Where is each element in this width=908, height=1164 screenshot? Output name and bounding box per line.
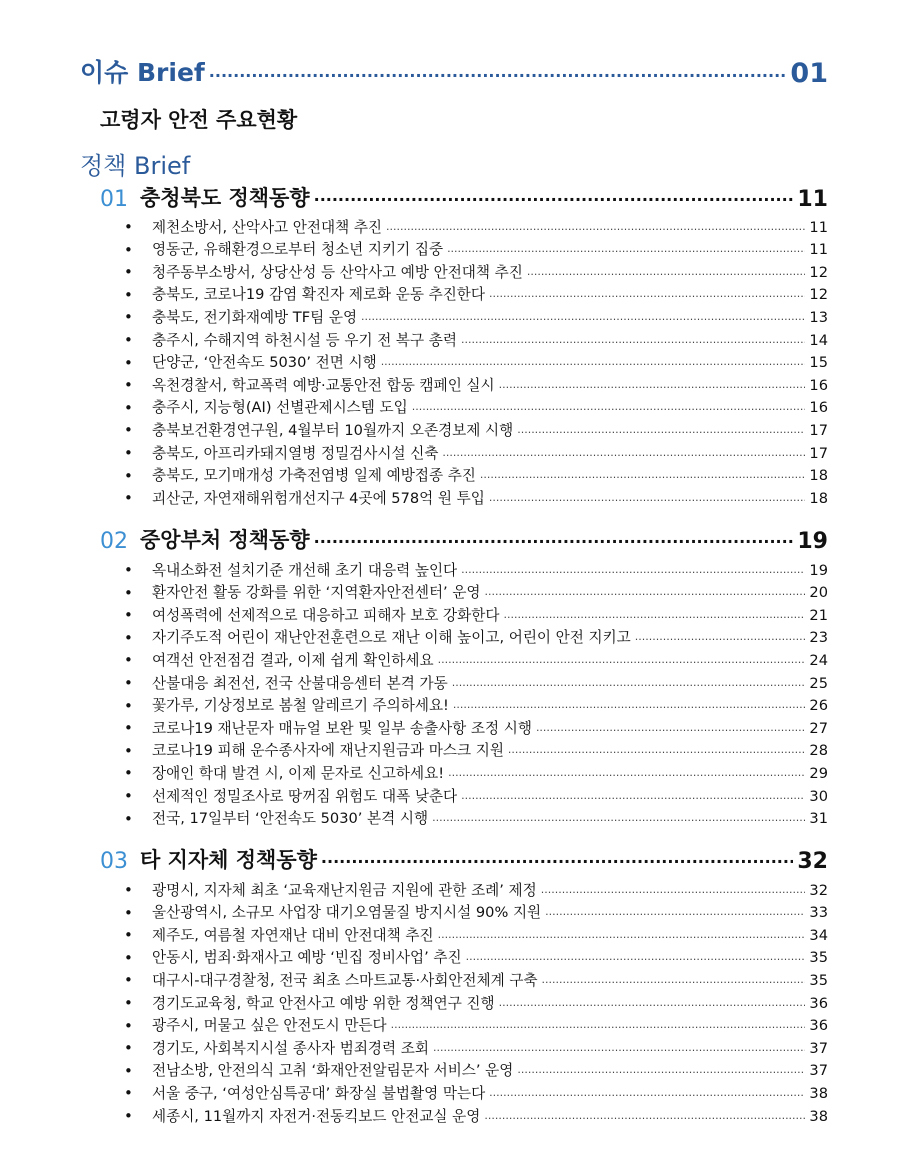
section-page: 11 <box>797 187 828 212</box>
toc-entry-page: 35 <box>809 949 828 967</box>
bullet-icon: • <box>124 926 133 945</box>
toc-entry-page: 16 <box>809 399 828 417</box>
toc-entry-title: 충북도, 코로나19 감염 확진자 제로화 운동 추진한다 <box>152 286 485 304</box>
bullet-icon: • <box>124 651 133 670</box>
dot-leader <box>433 1042 805 1060</box>
section-item-list <box>122 879 828 1128</box>
toc-entry[interactable] <box>122 1037 828 1060</box>
section-heading[interactable] <box>100 842 828 874</box>
toc-entry[interactable] <box>122 1060 828 1083</box>
toc-entry-page: 17 <box>809 421 828 439</box>
dot-leader <box>209 63 787 89</box>
dot-leader <box>447 243 805 261</box>
bullet-icon: • <box>124 466 133 485</box>
dot-leader <box>489 492 806 510</box>
toc-entry[interactable] <box>122 559 828 582</box>
bullet-icon: • <box>124 764 133 783</box>
toc-entry-page: 15 <box>809 354 828 372</box>
section-item-list <box>122 216 828 510</box>
toc-entry-page: 27 <box>809 719 828 737</box>
toc-entry-title: 세종시, 11월까지 자전거·전동킥보드 안전교실 운영 <box>152 1107 481 1125</box>
section-heading[interactable] <box>100 522 828 554</box>
bullet-icon: • <box>124 285 133 304</box>
toc-entry-title: 울산광역시, 소규모 사업장 대기오염물질 방지시설 90% 지원 <box>152 904 542 922</box>
bullet-icon: • <box>124 561 133 579</box>
toc-entry-page: 12 <box>809 286 828 304</box>
toc-entry-title: 충주시, 지능형(AI) 선별관제시스템 도입 <box>152 399 408 417</box>
bullet-icon: • <box>124 421 133 440</box>
section-title: 타 지자체 정책동향 <box>140 848 317 872</box>
toc-entry[interactable] <box>122 329 828 352</box>
toc-entry-page: 11 <box>809 241 828 259</box>
section-title: 충청북도 정책동향 <box>140 186 310 210</box>
toc-entry-title: 대구시-대구경찰청, 전국 최초 스마트교통·사회안전체계 구축 <box>152 971 538 989</box>
bullet-icon: • <box>124 1039 133 1058</box>
dot-leader <box>321 850 793 874</box>
toc-entry-title: 꽃가루, 기상정보로 봄철 알레르기 주의하세요! <box>152 697 449 715</box>
toc-entry-page: 16 <box>809 376 828 394</box>
bullet-icon: • <box>124 696 133 715</box>
section-heading[interactable] <box>100 180 828 212</box>
dot-leader <box>489 1087 805 1105</box>
toc-entry-title: 충북도, 아프리카돼지열병 정밀검사시설 신축 <box>152 444 439 462</box>
dot-leader <box>381 356 806 374</box>
dot-leader <box>386 221 805 239</box>
toc-entry-page: 18 <box>809 489 828 507</box>
bullet-icon: • <box>124 443 133 462</box>
toc-entry-page: 12 <box>809 263 828 281</box>
dot-leader <box>484 1110 805 1128</box>
toc-entry[interactable] <box>122 992 828 1015</box>
toc-entry-title: 제천소방서, 산악사고 안전대책 추진 <box>152 218 383 236</box>
toc-entry[interactable] <box>122 261 828 284</box>
toc-entry-page: 33 <box>809 904 828 922</box>
toc-entry-page: 36 <box>809 1017 828 1035</box>
bullet-icon: • <box>124 240 133 259</box>
toc-entry-page: 13 <box>809 308 828 326</box>
dot-leader <box>461 790 805 808</box>
toc-entry[interactable] <box>122 306 828 329</box>
bullet-icon: • <box>124 809 133 828</box>
toc-entry[interactable] <box>122 374 828 397</box>
toc-entry-page: 21 <box>809 606 828 624</box>
dot-leader <box>499 997 806 1015</box>
dot-leader <box>635 631 806 649</box>
toc-entry-title: 광주시, 머물고 싶은 안전도시 만든다 <box>152 1017 387 1035</box>
dot-leader <box>503 609 805 627</box>
dot-leader <box>461 334 805 352</box>
toc-entry-title: 장애인 학대 발견 시, 이제 문자로 신고하세요! <box>152 764 445 782</box>
toc-entry[interactable] <box>122 902 828 925</box>
toc-entry[interactable] <box>122 785 828 808</box>
section-title: 중앙부처 정책동향 <box>140 528 310 552</box>
toc-entry-title: 여객선 안전점검 결과, 이제 쉽게 확인하세요 <box>152 651 434 669</box>
bullet-icon: • <box>124 881 133 899</box>
toc-entry[interactable] <box>122 465 828 488</box>
toc-entry-page: 20 <box>809 584 828 602</box>
section-item-list <box>122 559 828 830</box>
dot-leader <box>499 379 806 397</box>
bullet-icon: • <box>124 489 133 508</box>
section-page: 19 <box>797 529 828 554</box>
toc-entry-title: 제주도, 여름철 자연재난 대비 안전대책 추진 <box>152 926 434 944</box>
toc-entry[interactable] <box>122 1082 828 1105</box>
toc-entry-title: 옥천경찰서, 학교폭력 예방·교통안전 합동 캠페인 실시 <box>152 376 495 394</box>
toc-entry-page: 24 <box>809 651 828 669</box>
dot-leader <box>452 677 806 695</box>
dot-leader <box>314 188 794 212</box>
bullet-icon: • <box>124 398 133 417</box>
toc-entry-title: 여성폭력에 선제적으로 대응하고 피해자 보호 강화한다 <box>152 606 500 624</box>
toc-entry-title: 충북보건환경연구원, 4월부터 10월까지 오존경보제 시행 <box>152 421 514 439</box>
toc-entry[interactable] <box>122 419 828 442</box>
bullet-icon: • <box>124 948 133 967</box>
toc-entry-title: 괴산군, 자연재해위험개선지구 4곳에 578억 원 투입 <box>152 489 485 507</box>
bullet-icon: • <box>124 719 133 738</box>
bullet-icon: • <box>124 628 133 647</box>
bullet-icon: • <box>124 218 133 236</box>
toc-entry-title: 서울 중구, ‘여성안심특공대’ 화장실 불법촬영 막는다 <box>152 1084 486 1102</box>
toc-entry-page: 35 <box>809 971 828 989</box>
dot-leader <box>466 951 806 969</box>
toc-entry-page: 30 <box>809 787 828 805</box>
dot-leader <box>480 469 806 487</box>
toc-entry-page: 34 <box>809 926 828 944</box>
dot-leader <box>542 974 806 992</box>
toc-entry[interactable] <box>122 239 828 262</box>
toc-entry[interactable] <box>122 582 828 605</box>
toc-entry[interactable] <box>122 1015 828 1038</box>
toc-entry-page: 29 <box>809 764 828 782</box>
toc-entry-title: 경기도, 사회복지시설 종사자 범죄경력 조회 <box>152 1039 429 1057</box>
bullet-icon: • <box>124 1106 133 1125</box>
toc-entry-page: 28 <box>809 742 828 760</box>
toc-entry[interactable] <box>122 969 828 992</box>
dot-leader <box>438 929 806 947</box>
toc-entry-page: 18 <box>809 467 828 485</box>
section-number: 02 <box>100 529 128 554</box>
toc-entry[interactable] <box>122 695 828 718</box>
toc-entry[interactable] <box>122 216 828 239</box>
toc-entry[interactable] <box>122 924 828 947</box>
policy-brief-heading: 정책 Brief <box>80 152 191 180</box>
dot-leader <box>485 586 806 604</box>
bullet-icon: • <box>124 376 133 395</box>
toc-entry-page: 25 <box>809 674 828 692</box>
dot-leader <box>448 767 805 785</box>
toc-entry[interactable] <box>122 627 828 650</box>
toc-entry[interactable] <box>122 947 828 970</box>
dot-leader <box>545 906 805 924</box>
toc-entry[interactable] <box>122 487 828 510</box>
issue-brief-page: 01 <box>790 58 828 89</box>
toc-entry-page: 37 <box>809 1039 828 1057</box>
toc-entry-title: 환자안전 활동 강화를 위한 ‘지역환자안전센터’ 운영 <box>152 584 481 602</box>
dot-leader <box>432 812 805 830</box>
toc-entry-title: 충북도, 전기화재예방 TF팀 운영 <box>152 308 358 326</box>
toc-entry-title: 전국, 17일부터 ‘안전속도 5030’ 본격 시행 <box>152 810 429 828</box>
toc-entry-title: 충북도, 모기매개성 가축전염병 일제 예방접종 추진 <box>152 467 476 485</box>
bullet-icon: • <box>124 353 133 372</box>
toc-entry-title: 산불대응 최전선, 전국 산불대응센터 본격 가동 <box>152 674 448 692</box>
toc-entry-page: 23 <box>809 629 828 647</box>
dot-leader <box>517 1064 805 1082</box>
toc-entry-title: 경기도교육청, 학교 안전사고 예방 위한 정책연구 진행 <box>152 994 495 1012</box>
toc-entry-title: 영동군, 유해환경으로부터 청소년 지키기 집중 <box>152 241 444 259</box>
bullet-icon: • <box>124 583 133 602</box>
dot-leader <box>536 722 805 740</box>
toc-entry[interactable] <box>122 672 828 695</box>
toc-entry[interactable] <box>122 352 828 375</box>
toc-entry-title: 단양군, ‘안전속도 5030’ 전면 시행 <box>152 354 377 372</box>
toc-entry-title: 안동시, 범죄·화재사고 예방 ‘빈집 정비사업’ 추진 <box>152 949 462 967</box>
section-number: 03 <box>100 849 128 874</box>
toc-entry[interactable] <box>122 604 828 627</box>
bullet-icon: • <box>124 606 133 625</box>
bullet-icon: • <box>124 971 133 990</box>
toc-entry-page: 32 <box>809 881 828 899</box>
issue-brief-label: 이슈 Brief <box>80 58 205 87</box>
bullet-icon: • <box>124 1084 133 1103</box>
dot-leader <box>461 564 805 582</box>
toc-entry-title: 충주시, 수해지역 하천시설 등 우기 전 복구 총력 <box>152 331 457 349</box>
toc-entry-title: 코로나19 재난문자 매뉴얼 보완 및 일부 송출사항 조정 시행 <box>152 719 532 737</box>
toc-entry-page: 36 <box>809 994 828 1012</box>
toc-entry-page: 38 <box>809 1084 828 1102</box>
dot-leader <box>517 424 805 442</box>
toc-entry[interactable] <box>122 762 828 785</box>
toc-entry-title: 광명시, 지자체 최초 ‘교육재난지원금 지원에 관한 조례’ 제정 <box>152 881 537 899</box>
toc-entry[interactable] <box>122 717 828 740</box>
toc-entry-title: 청주동부소방서, 상당산성 등 산악사고 예방 안전대책 추진 <box>152 263 523 281</box>
toc-entry[interactable] <box>122 649 828 672</box>
toc-entry-page: 31 <box>809 810 828 828</box>
toc-entry-title: 옥내소화전 설치기준 개선해 초기 대응력 높인다 <box>152 561 458 579</box>
bullet-icon: • <box>124 330 133 349</box>
toc-entry-page: 19 <box>809 561 828 579</box>
toc-entry-title: 전남소방, 안전의식 고취 ‘화재안전알림문자 서비스’ 운영 <box>152 1062 514 1080</box>
dot-leader <box>442 447 805 465</box>
dot-leader <box>438 654 806 672</box>
issue-brief-subtitle: 고령자 안전 주요현황 <box>100 108 298 132</box>
toc-entry-page: 17 <box>809 444 828 462</box>
dot-leader <box>314 530 794 554</box>
toc-entry[interactable] <box>122 284 828 307</box>
toc-entry[interactable] <box>122 808 828 831</box>
bullet-icon: • <box>124 903 133 922</box>
dot-leader <box>541 884 806 902</box>
dot-leader <box>391 1019 806 1037</box>
bullet-icon: • <box>124 786 133 805</box>
dot-leader <box>489 288 805 306</box>
toc-entry-title: 자기주도적 어린이 재난안전훈련으로 재난 이해 높이고, 어린이 안전 지키고 <box>152 629 631 647</box>
issue-brief-heading[interactable] <box>80 53 828 89</box>
section-page: 32 <box>797 849 828 874</box>
section-number: 01 <box>100 187 128 212</box>
toc-entry-page: 26 <box>809 697 828 715</box>
dot-leader <box>527 266 806 284</box>
bullet-icon: • <box>124 741 133 760</box>
bullet-icon: • <box>124 993 133 1012</box>
toc-entry[interactable] <box>122 1105 828 1128</box>
toc-entry[interactable] <box>122 740 828 763</box>
dot-leader <box>508 744 806 762</box>
bullet-icon: • <box>124 308 133 327</box>
toc-entry-page: 37 <box>809 1062 828 1080</box>
toc-entry-title: 코로나19 피해 운수종사자에 재난지원금과 마스크 지원 <box>152 742 504 760</box>
toc-entry-title: 선제적인 정밀조사로 땅꺼짐 위험도 대폭 낮춘다 <box>152 787 458 805</box>
toc-entry[interactable] <box>122 397 828 420</box>
toc-entry-page: 11 <box>809 218 828 236</box>
bullet-icon: • <box>124 263 133 282</box>
dot-leader <box>453 699 806 717</box>
bullet-icon: • <box>124 1016 133 1035</box>
dot-leader <box>361 311 805 329</box>
toc-entry-page: 14 <box>809 331 828 349</box>
toc-entry[interactable] <box>122 879 828 902</box>
bullet-icon: • <box>124 1061 133 1080</box>
toc-entry[interactable] <box>122 442 828 465</box>
dot-leader <box>412 401 806 419</box>
bullet-icon: • <box>124 673 133 692</box>
toc-entry-page: 38 <box>809 1107 828 1125</box>
